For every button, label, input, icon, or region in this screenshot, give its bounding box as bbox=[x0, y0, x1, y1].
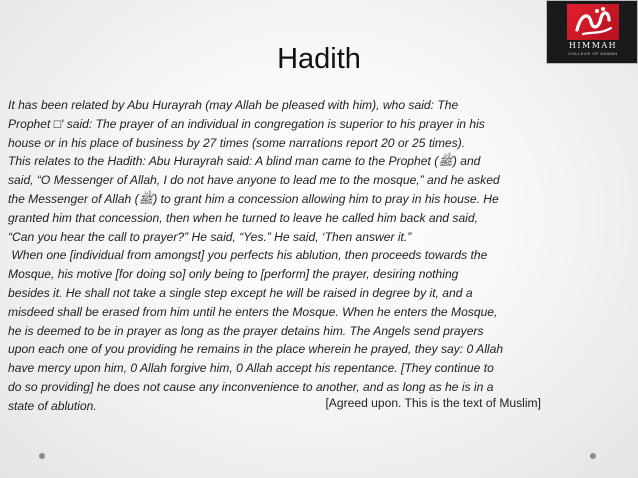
text-line: do so providing] he does not cause any inconvenience to another, and as long as he is in a bbox=[8, 379, 494, 394]
text-line: When one [individual from amongst] you perfects his ablution, then proceeds towards the bbox=[8, 248, 488, 263]
text-line: Prophet □' said: The prayer of an individual in congregation is superior to his prayer in his bbox=[8, 116, 485, 131]
logo-subtitle: COLLEGE OF DAWAH bbox=[568, 51, 618, 56]
logo-name: HIMMAH bbox=[568, 41, 618, 50]
text-line: besides it. He shall not take a single step except he will be raised in degree by it, and a bbox=[8, 285, 473, 300]
logo-emblem bbox=[567, 4, 619, 40]
slide-title: Hadith bbox=[277, 43, 361, 75]
decorative-dot-left bbox=[39, 453, 45, 459]
text-line: the Messenger of Allah (ﷺ) to grant him a concession allowing him to pray in his house. He bbox=[8, 191, 499, 206]
text-line: he is deemed to be in prayer as long as the prayer detains him. The Angels send prayers bbox=[8, 323, 484, 338]
hadith-text bbox=[8, 96, 543, 416]
text-line: house or in his place of business by 27 times (some narrations report 20 or 25 times). bbox=[8, 135, 466, 150]
decorative-dot-right bbox=[590, 453, 596, 459]
text-line: state of ablution. bbox=[8, 398, 97, 413]
text-line: Mosque, his motive [for doing so] only being to [perform] the prayer, desiring nothing bbox=[8, 267, 459, 282]
text-line: This relates to the Hadith: Abu Hurayrah said: A blind man came to the Prophet (ﷺ) and bbox=[8, 154, 481, 169]
text-line: misdeed shall be erased from him until he enters the Mosque. When he enters the Mosque, bbox=[8, 304, 498, 319]
text-line: It has been related by Abu Hurayrah (may Allah be pleased with him), who said: The bbox=[8, 98, 459, 112]
text-line: “Can you hear the call to prayer?” He said, “Yes.” He said, ‘Then answer it.” bbox=[8, 229, 412, 244]
text-line: upon each one of you providing he remains in the place wherein he prayed, they say: 0 Allah bbox=[8, 342, 504, 357]
citation: [Agreed upon. This is the text of Muslim] bbox=[325, 396, 541, 410]
text-line: said, “O Messenger of Allah, I do not have anyone to lead me to the mosque,” and he asked bbox=[8, 173, 500, 188]
text-line: have mercy upon him, 0 Allah forgive him, 0 Allah accept his repentance. [They continue to bbox=[8, 361, 494, 376]
text-line: granted him that concession, then when he turned to leave he called him back and said, bbox=[8, 210, 478, 225]
